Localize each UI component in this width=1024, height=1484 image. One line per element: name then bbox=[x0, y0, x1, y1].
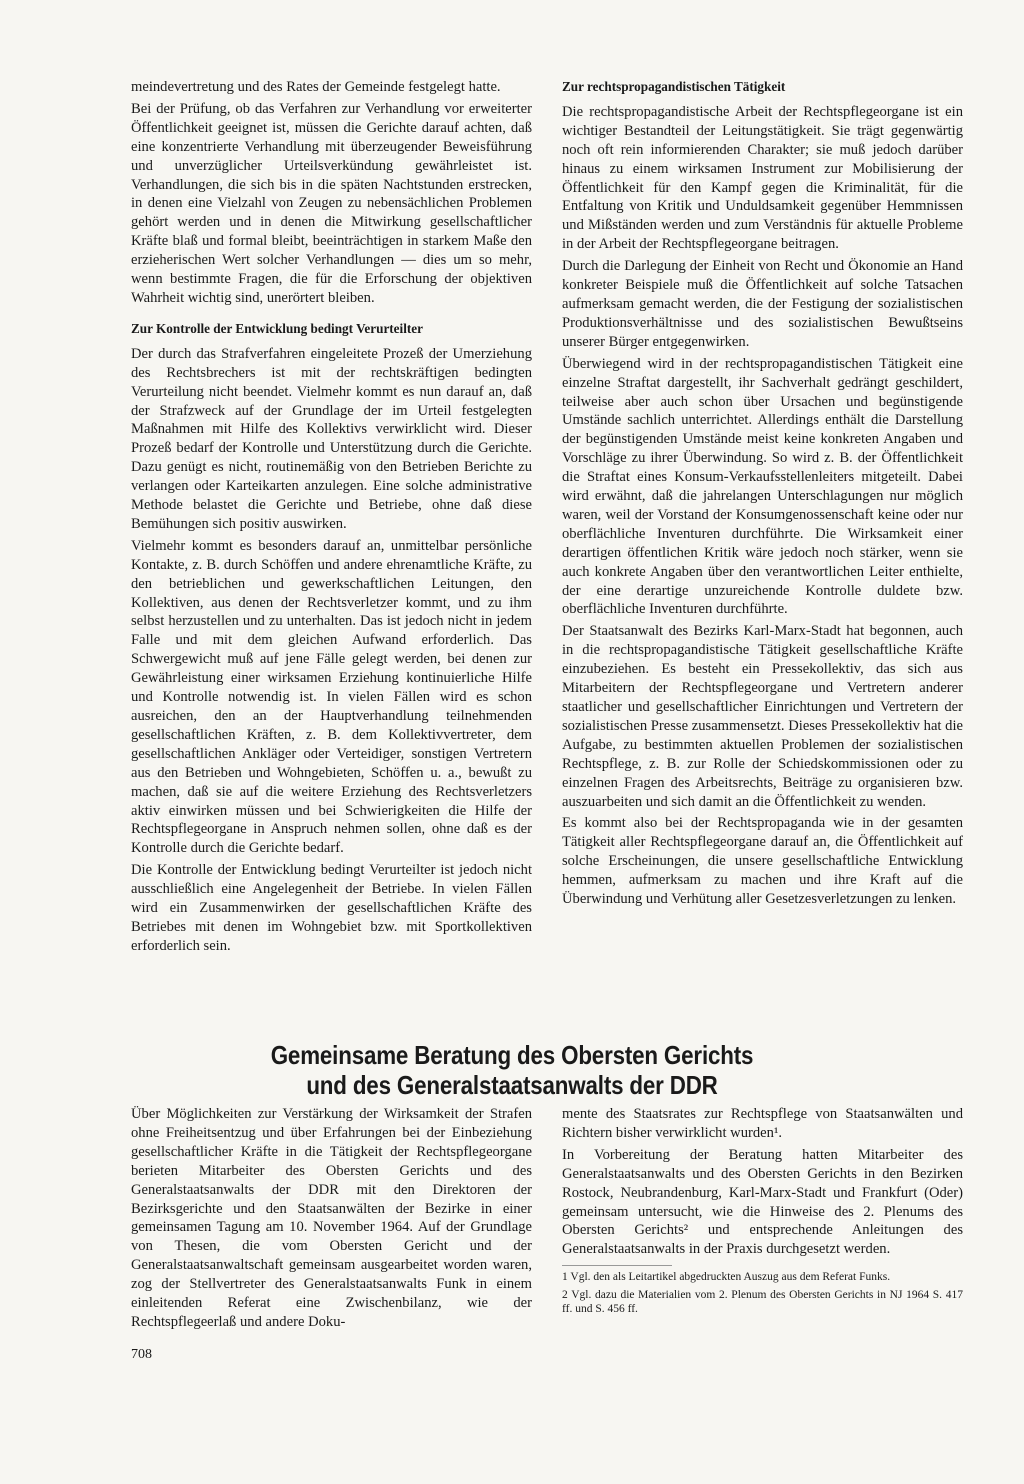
section-heading: Zur Kontrolle der Entwicklung bedingt Verurteilter bbox=[131, 320, 423, 336]
paragraph: mente des Staatsrates zur Rechtspflege von Staatsanwälten und Richtern bisher verwirklicht wurden¹. bbox=[562, 1106, 963, 1141]
paragraph: In Vorbereitung der Beratung hatten Mitarbeiter des Generalstaatsanwalts und des Obersten Gerichts in den Bezirken Rostock, Neubrandenburg, Karl-Marx-Stadt und Frankfurt (Oder) gemeinsam untersucht, wie die Hinweise des 2. Plenums des Obersten Gerichts² und entsprechende Anleitungen des Generalstaatsanwalts in der Praxis durchgesetzt werden. bbox=[562, 1146, 963, 1258]
paragraph: meindevertretung und des Rates der Gemeinde festgelegt hatte. bbox=[131, 79, 501, 95]
footnotes bbox=[562, 1270, 963, 1317]
paragraph: Durch die Darlegung der Einheit von Recht und Ökonomie an Hand konkreter Beispiele muß die Öffentlichkeit auf solche Tatsachen aufmerksam gemacht werden, die der Festigung der sozialistischen Produktionsverhältnisse und des sozialistischen Bewußtseins unserer Bürger entgegenwirken. bbox=[562, 258, 963, 350]
paragraph: Die rechtspropagandistische Arbeit der Rechtspflegeorgane ist ein wichtiger Bestandteil der Leitungstätigkeit. Sie trägt gegenwärtig noch oft rein informierenden Charakter; sie muß jedoch darüber hinaus zu einem wirksamen Instrument zur Mobilisierung der Öffentlichkeit für den Kampf gegen die Kriminalität, für die Entfaltung von Kritik und Unduldsamkeit gegenüber Hemmnissen und Mißständen werden und zum Verständnis für aktuelle Probleme in der Arbeit der Rechtspflegeorgane beitragen. bbox=[562, 103, 963, 253]
left-column-top bbox=[131, 78, 532, 959]
footnote-1: 1 Vgl. den als Leitartikel abgedruckten Auszug aus dem Referat Funks. bbox=[562, 1271, 891, 1284]
page-number: 708 bbox=[131, 1347, 152, 1362]
paragraph: Über Möglichkeiten zur Verstärkung der Wirksamkeit der Strafen ohne Freiheitsentzug und über Erfahrungen bei der Einbeziehung gesellschaftlicher Kräfte in die Tätigkeit der Rechtspflegeorgane berieten Mitarbeiter des Obersten Gerichts und des Generalstaatsanwalts der DDR mit den Direktoren der Bezirksgerichte und den Staatsanwälten der Bezirke in einer gemeinsamen Tagung am 10. November 1964. Auf der Grundlage von Thesen, die vom Obersten Gericht und der Generalstaatsanwaltschaft gemeinsam ausgearbeitet worden waren, zog der Stellvertreter des Generalstaatsanwalts Funk in einem einleitenden Referat eine Zwischenbilanz, wie der Rechtspflegeerlaß und andere Doku- bbox=[131, 1106, 532, 1330]
paragraph: Bei der Prüfung, ob das Verfahren zur Verhandlung vor erweiterter Öffentlichkeit geeignet ist, müssen die Gerichte darauf achten, daß eine konzentrierte Verhandlung mit überzeugender Beweisführung und unverzüglicher Urteilsverkündung gewährleistet ist. Verhandlungen, die sich bis in die späten Nachtstunden erstrecken, in denen eine Vielzahl von Zeugen zu nebensächlichen Problemen gehört werden und in denen die Mitwirkung gesellschaftlicher Kräfte blaß und formal bleibt, beeinträchtigen in starkem Maße den erzieherischen Wert solcher Verhandlungen — dies um so mehr, wenn bestimmte Fragen, die für die Erforschung der objektiven Wahrheit wichtig sind, unerörtert bleiben. bbox=[131, 100, 532, 306]
footnote-2: 2 Vgl. dazu die Materialien vom 2. Plenum des Obersten Gerichts in NJ 1964 S. 417 ff. und S. 456 ff. bbox=[562, 1288, 963, 1316]
paragraph: Vielmehr kommt es besonders darauf an, unmittelbar persönliche Kontakte, z. B. durch Schöffen und andere ehrenamtliche Kräfte, zu den betrieblichen und gewerkschaftlichen Leitungen, den Kollektiven, aus denen der Rechtsverletzer kommt, und zu ihm selbst herzustellen und zu unterhalten. Das ist jedoch nicht in jedem Falle und mit dem gleichen Aufwand erforderlich. Das Schwergewicht muß auf jene Fälle gelegt werden, bei denen zur Gewährleistung einer wirksamen Erziehung kontinuierliche Hilfe und Kontrolle notwendig ist. In vielen Fällen wird es schon ausreichen, den an der Hauptverhandlung teilnehmenden gesellschaftlichen Kräften, z. B. dem Kollektivvertreter, dem gesellschaftlichen Ankläger oder Verteidiger, sonstigen Vertretern aus den Betrieben und Wohngebieten, Schöffen u. a., bewußt zu machen, daß sie auf die weitere Erziehung des Rechtsverletzers aktiv einwirken müssen und bei Schwierigkeiten die Hilfe der Rechtspflegeorgane in Anspruch nehmen sollen, ohne daß es der Kontrolle durch die Gerichte bedarf. bbox=[131, 537, 532, 857]
left-column-bottom bbox=[131, 1105, 532, 1335]
paragraph: Der Staatsanwalt des Bezirks Karl-Marx-Stadt hat begonnen, auch in die rechtspropagandistische Tätigkeit gesellschaftliche Kräfte einzubeziehen. Es besteht ein Pressekollektiv, das sich aus Mitarbeitern der Rechtspflegeorgane und Vertretern anderer staatlicher und gesellschaftlicher Einrichtungen und Vertretern der sozialistischen Presse zusammensetzt. Dieses Pressekollektiv hat die Aufgabe, zu bestimmten aktuellen Problemen der sozialistischen Rechtspflege, z. B. zur Rolle der Schiedskommissionen oder zu einzelnen Fragen des Arbeitsrechts, Beiträge zu organisieren bzw. auszuarbeiten und sich damit an die Öffentlichkeit zu wenden. bbox=[562, 623, 963, 810]
paragraph: Der durch das Strafverfahren eingeleitete Prozeß der Umerziehung des Rechtsbrechers ist mit der rechtskräftigen bedingten Verurteilung nicht beendet. Vielmehr kommt es nun darauf an, daß der Strafzweck auf der Grundlage der im Urteil festgelegten Maßnahmen mit Hilfe des Kollektivs verwirklicht wird. Dieser Prozeß bedarf der Kontrolle und Unterstützung durch die Gerichte. Dazu genügt es nicht, routinemäßig von den Betrieben Berichte zu verlangen oder Karteikarten anzulegen. Eine solche administrative Methode belastet die Gerichte und Betriebe, ohne daß diese Bemühungen sich positiv auswirken. bbox=[131, 345, 532, 532]
right-column-top bbox=[562, 78, 963, 912]
paragraph: Überwiegend wird in der rechtspropagandistischen Tätigkeit eine einzelne Straftat dargestellt, ihr Sachverhalt gedrängt geschildert, teilweise aber auch schon über Ursachen und begünstigende Umstände sachlich unterrichtet. Allerdings enthält die Darstellung der begünstigenden Umstände meist keine konkreten Angaben und Vorschläge zu ihrer Überwindung. So wird z. B. der Öffentlichkeit die Straftat eines Konsum-Verkaufsstellenleiters mitgeteilt. Dabei wird erwähnt, daß die jahrelangen Unterschlagungen nur möglich waren, weil der Vorstand der Konsumgenossenschaft keine oder nur oberflächliche Inventuren durchführte. Die Wirksamkeit einer derartigen öffentlichen Kritik wäre jedoch noch stärker, wenn sie auch konkrete Angaben über den verantwortlichen Leiter enthielte, der eine derartige unzureichende Kontrolle duldete bzw. oberflächliche Inventuren durchführte. bbox=[562, 355, 963, 618]
headline-line-1: Gemeinsame Beratung des Obersten Gerichts bbox=[270, 1040, 754, 1070]
article-headline bbox=[0, 1040, 1024, 1100]
right-column-bottom bbox=[562, 1105, 963, 1320]
paragraph: Es kommt also bei der Rechtspropaganda wie in der gesamten Tätigkeit aller Rechtspflegeorgane darauf an, die Öffentlichkeit auf solche Erscheinungen, die unsere gesellschaftliche Entwicklung hemmen, aufmerksam zu machen und ihre Kraft auf die Überwindung und Verhütung aller Gesetzesverletzungen zu lenken. bbox=[562, 815, 963, 908]
section-heading: Zur rechtspropagandistischen Tätigkeit bbox=[562, 79, 786, 94]
headline-line-2: und des Generalstaatsanwalts der DDR bbox=[306, 1070, 718, 1100]
paragraph: Die Kontrolle der Entwicklung bedingt Verurteilter ist jedoch nicht ausschließlich eine Angelegenheit der Betriebe. In vielen Fällen wird ein Zusammenwirken der gesellschaftlichen Kräfte des Betriebes mit denen im Wohngebiet bzw. mit Sportkollektiven erforderlich sein. bbox=[131, 862, 532, 954]
